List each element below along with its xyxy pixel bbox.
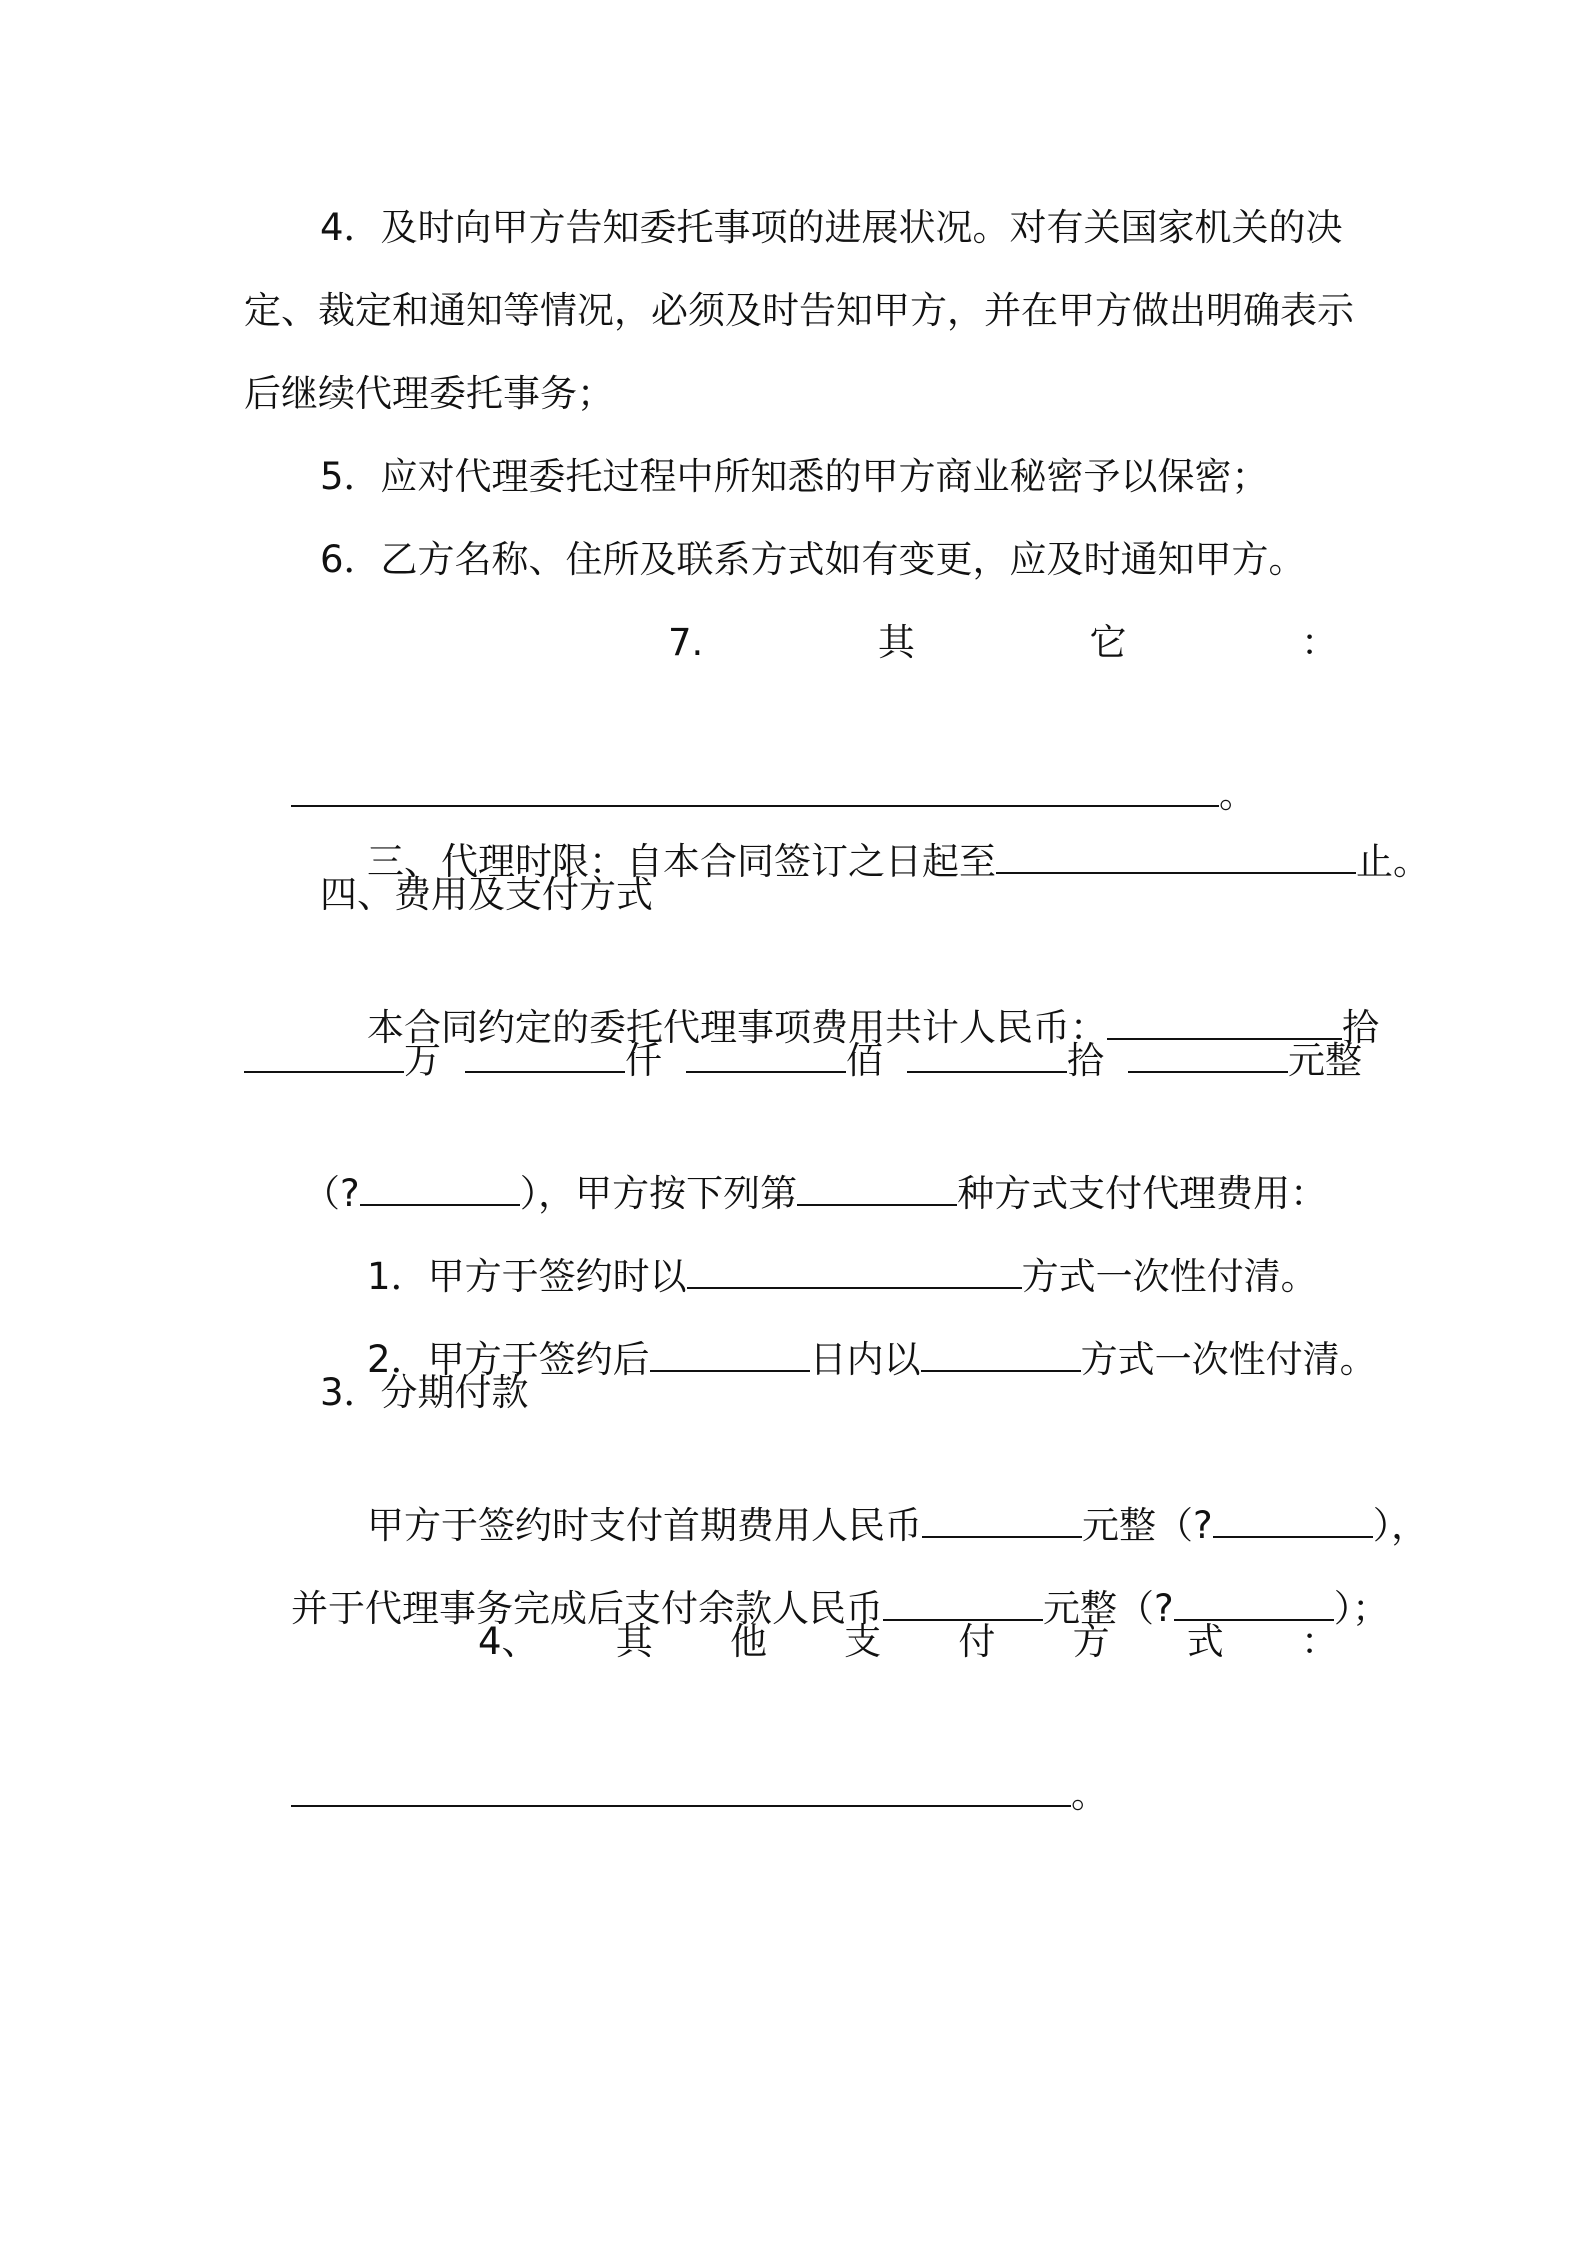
payment-2-method-blank[interactable] [921,1336,1081,1372]
first-payment-figure-blank[interactable] [1213,1502,1373,1538]
fee-line-1: 本合同约定的委托代理事项费用共计人民币： 拾 [367,1006,1380,1049]
payment-4-blank[interactable] [291,1771,1071,1807]
payment-option-3: 3．分期付款 [320,1371,529,1414]
balance-payment-figure-blank[interactable] [1174,1585,1334,1621]
item-7-char-2: 它 [1089,621,1127,664]
payment-4-number: 4、 [478,1620,539,1663]
item-4-line-2: 定、裁定和通知等情况，必须及时告知甲方，并在甲方做出明确表示 [244,289,1354,332]
payment-4-colon: ： [1300,1620,1338,1663]
payment-option-1: 1．甲方于签约时以 方式一次性付清。 [367,1255,1318,1298]
balance-payment-blank[interactable] [883,1585,1043,1621]
section-3-term: 三、代理时限：自本合同签订之日起至 止。 [367,840,1431,883]
payment-option-2: 2．甲方于签约后 日内以 方式一次性付清。 [367,1338,1377,1381]
fee-blank-ten[interactable] [907,1037,1067,1073]
payment-method-number-blank[interactable] [797,1170,957,1206]
fee-blank-yuan[interactable] [1128,1037,1288,1073]
installment-line-1: 甲方于签约时支付首期费用人民币 元整（? ）， [367,1504,1429,1547]
item-4-line-1: 4．及时向甲方告知委托事项的进展状况。对有关国家机关的决 [320,206,1343,249]
fee-blank-hundred[interactable] [686,1037,846,1073]
fee-line-3: （? ），甲方按下列第 种方式支付代理费用： [303,1172,1328,1215]
item-7-blank-line: 。 [244,720,1256,770]
payment-1-method-blank[interactable] [687,1253,1022,1289]
payment-2-days-blank[interactable] [650,1336,810,1372]
fee-blank-thousand[interactable] [465,1037,625,1073]
item-4-line-3: 后继续代理委托事务； [244,372,614,415]
item-7-heading [668,618,1338,668]
section-4-heading: 四、费用及支付方式 [320,873,653,916]
fee-line-2: 万 仟 佰 拾 元整 [244,1036,1362,1086]
term-end-blank[interactable] [996,838,1356,874]
fee-amount-blank[interactable] [360,1170,520,1206]
installment-line-2: 并于代理事务完成后支付余款人民币 元整（? ）； [291,1587,1390,1630]
item-5: 5．应对代理委托过程中所知悉的甲方商业秘密予以保密； [320,455,1269,498]
item-6: 6．乙方名称、住所及联系方式如有变更，应及时通知甲方。 [320,538,1306,581]
item-7-char-1: 其 [877,621,915,664]
payment-option-4-heading: 4、 其 他 支 付 方 式 ： [478,1617,1338,1667]
fee-blank-ten-thousand[interactable] [244,1037,404,1073]
fee-blank-hundred-thousand[interactable] [1107,1004,1342,1040]
item-7-colon: ： [1301,621,1338,664]
item-7-number: 7. [668,621,704,664]
payment-4-blank-line: 。 [244,1720,1108,1770]
first-payment-blank[interactable] [922,1502,1082,1538]
